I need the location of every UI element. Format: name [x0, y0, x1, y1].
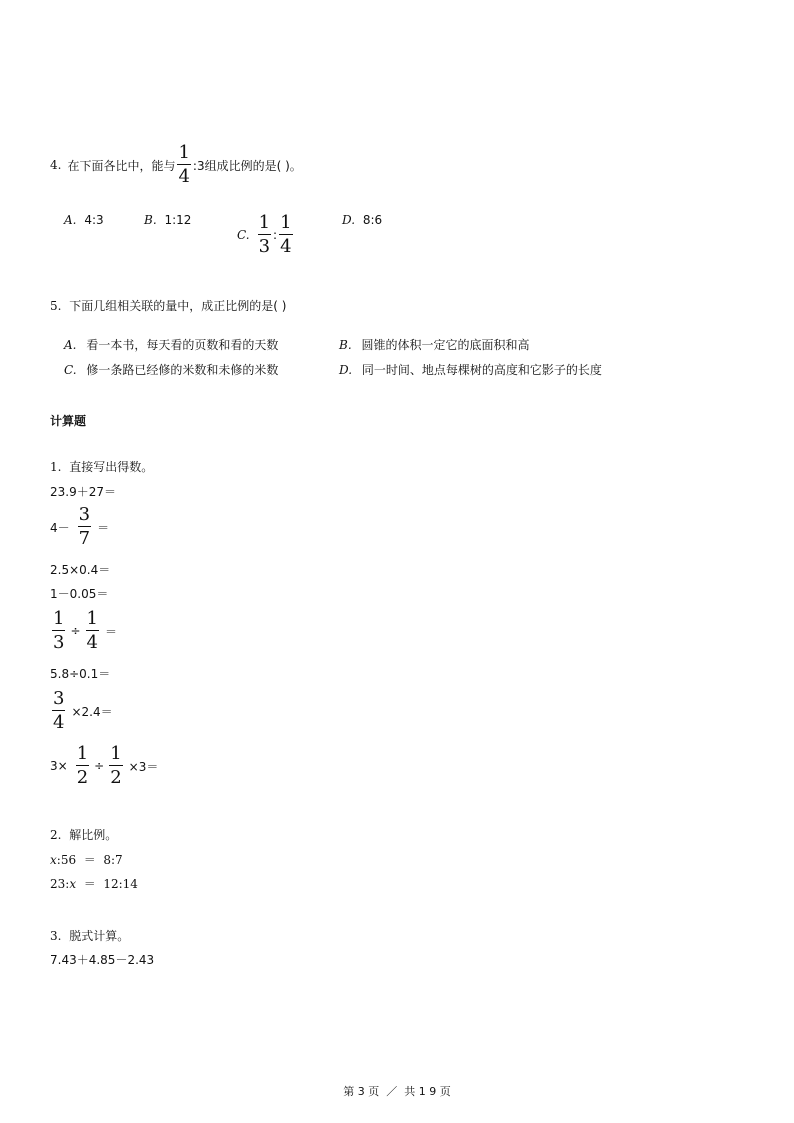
- option-a[interactable]: A. 看一本书，每天看的页数和看的天数: [64, 338, 279, 352]
- option-a[interactable]: A. 4:3: [64, 213, 104, 227]
- calc-2-title: 2. 解比例。: [50, 828, 118, 842]
- option-c[interactable]: C. 修一条路已经修的米数和未修的米数: [64, 363, 279, 377]
- fraction: $\frac{1}{4}$: [86, 608, 98, 653]
- question-text: :3组成比例的是( )。: [192, 158, 302, 173]
- option-b[interactable]: B. 1:12: [144, 213, 192, 227]
- fraction: $\frac{1}{4}$: [178, 142, 190, 187]
- option-d[interactable]: D. 同一时间、地点每棵树的高度和它影子的长度: [339, 363, 602, 377]
- calc-1-title: 1. 直接写出得数。: [50, 460, 154, 474]
- page-footer: 第 3 页 ／ 共 1 9 页: [343, 1085, 451, 1098]
- question-5-stem: [50, 297, 286, 314]
- calc-3-title: 3. 脱式计算。: [50, 929, 130, 943]
- expression: $\frac{1}{3}$ ÷ $\frac{1}{4}$ ＝: [53, 608, 117, 653]
- option-b[interactable]: B. 圆锥的体积一定它的底面积和高: [339, 338, 530, 352]
- proportion-equation: x:56 ＝ 8:7: [50, 853, 123, 867]
- question-text: 在下面各比中，能与: [67, 158, 176, 173]
- fraction: $\frac{3}{4}$: [53, 688, 65, 733]
- expression: 4－ $\frac{3}{7}$ ＝: [50, 504, 110, 549]
- expression: 23.9＋27＝: [50, 485, 116, 499]
- fraction: $\frac{1}{3}$: [258, 212, 271, 257]
- option-d[interactable]: D. 8:6: [342, 213, 383, 227]
- fraction: $\frac{1}{3}$: [53, 608, 65, 653]
- expression: 5.8÷0.1＝: [50, 667, 111, 681]
- fraction: $\frac{1}{4}$: [280, 212, 292, 257]
- expression: $\frac{3}{4}$ ×2.4＝: [53, 688, 113, 733]
- fraction: $\frac{1}{2}$: [76, 743, 89, 788]
- expression: 1－0.05＝: [50, 587, 109, 601]
- proportion-equation: 23:x ＝ 12:14: [50, 877, 138, 891]
- fraction: $\frac{3}{7}$: [78, 504, 91, 549]
- section-title: 计算题: [50, 414, 87, 428]
- question-4-stem: [50, 144, 302, 186]
- question-text: 下面几组相关联的量中，成正比例的是( ): [69, 299, 287, 313]
- option-c[interactable]: C. $\frac{1}{3}$ : $\frac{1}{4}$: [237, 212, 292, 257]
- fraction: $\frac{1}{2}$: [110, 743, 122, 788]
- expression: 2.5×0.4＝: [50, 563, 111, 577]
- expression: 7.43＋4.85－2.43: [50, 953, 155, 967]
- question-number: 4.: [50, 158, 62, 172]
- question-number: 5.: [50, 299, 62, 313]
- expression: 3× $\frac{1}{2}$ ÷ $\frac{1}{2}$ ×3＝: [50, 743, 159, 788]
